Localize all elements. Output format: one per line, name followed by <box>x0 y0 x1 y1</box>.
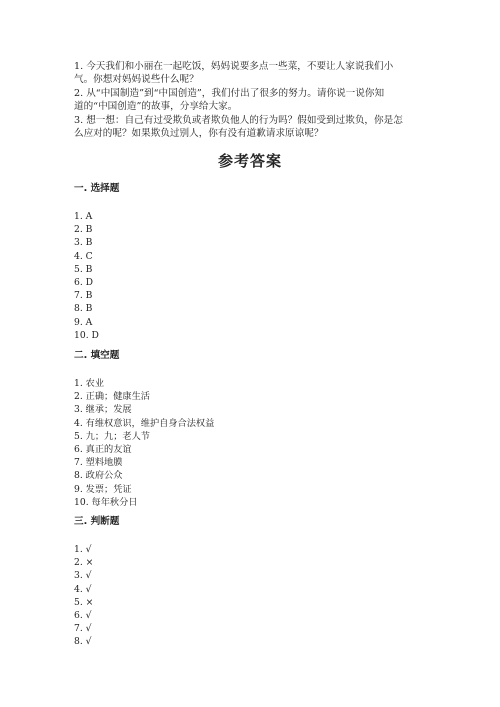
answer-item: 9. A <box>74 316 93 328</box>
answer-item: 6. 真正的友谊 <box>74 443 132 455</box>
section-heading: 二. 填空题 <box>74 350 120 361</box>
answer-item: 5. × <box>74 596 94 608</box>
answer-item: 1. A <box>74 211 93 222</box>
answer-item: 5. 九；九；老人节 <box>74 430 150 442</box>
answer-item: 10. D <box>74 329 99 341</box>
answer-item: 3. B <box>74 237 93 249</box>
answer-item: 2. B <box>74 224 93 236</box>
section-multiple-choice <box>74 183 434 342</box>
question-line: 1. 今天我们和小丽在一起吃饭，妈妈说要多点一些菜，不要让人家说我们小 <box>74 61 394 72</box>
section-heading: 一. 选择题 <box>74 183 120 194</box>
answer-item: 7. B <box>74 290 93 302</box>
answer-item: 2. 正确；健康生活 <box>74 391 150 403</box>
question-line: 气。你想对妈妈说些什么呢？ <box>74 74 199 86</box>
section-heading: 三. 判断题 <box>74 516 120 527</box>
answer-item: 8. B <box>74 303 93 315</box>
section-fill-in-blank <box>74 350 434 509</box>
answers-title: 参考答案 <box>217 152 282 170</box>
answer-item: 7. 塑料地膜 <box>74 457 123 469</box>
answer-item: 5. B <box>74 263 93 275</box>
answer-list <box>74 543 434 649</box>
question-line: 道的“中国创造”的故事，分享给大家。 <box>74 101 238 113</box>
answer-item: 3. 继承；发展 <box>74 404 132 416</box>
question-line: 3. 想一想：自己有过受欺负或者欺负他人的行为吗？假如受到过欺负，你是怎 <box>74 114 403 126</box>
answer-item: 4. C <box>74 250 93 262</box>
answer-item: 6. √ <box>74 609 92 621</box>
answer-item: 8. 政府公众 <box>74 470 123 482</box>
answer-item: 2. × <box>74 557 94 569</box>
question-line: 2. 从“中国制造”到“中国创造”，我们付出了很多的努力。请你说一说你知 <box>74 87 385 99</box>
section-true-false <box>74 516 434 649</box>
answer-item: 6. D <box>74 276 94 288</box>
answer-item: 7. √ <box>74 623 92 635</box>
question-block <box>74 60 434 140</box>
answer-item: 3. √ <box>74 570 92 582</box>
question-line: 么应对的呢？如果欺负过别人，你有没有道歉请求原谅呢？ <box>74 128 324 140</box>
answer-item: 1. 农业 <box>74 378 105 389</box>
answer-item: 8. √ <box>74 636 92 648</box>
answer-item: 1. √ <box>74 544 92 555</box>
answer-item: 10. 每年秋分日 <box>74 496 138 508</box>
answer-item: 4. √ <box>74 583 92 595</box>
answer-list <box>74 210 434 342</box>
answer-item: 4. 有维权意识，维护自身合法权益 <box>74 417 215 429</box>
answer-item: 9. 发票；凭证 <box>74 483 132 495</box>
answer-list <box>74 377 434 509</box>
